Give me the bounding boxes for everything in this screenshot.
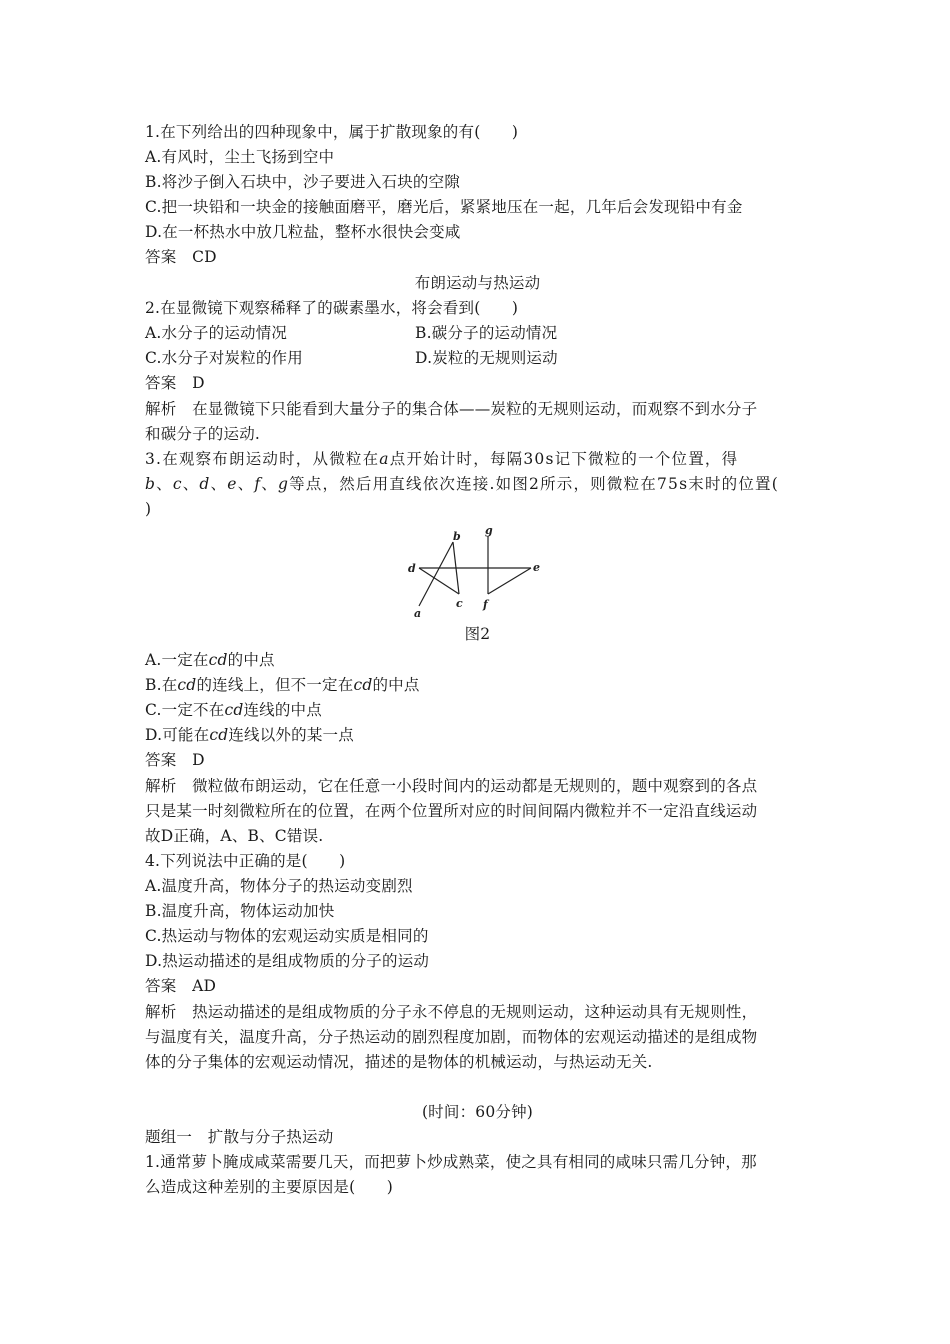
q4-option-b: B.温度升高，物体运动加快 (145, 902, 335, 920)
q1-option-c: C.把一块铅和一块金的接触面磨平，磨光后，紧紧地压在一起，几年后会发现铅中有金 (145, 198, 743, 216)
q3-option-a-text: A.一定在 (145, 651, 209, 669)
q3-sep: 、 (182, 475, 200, 493)
q2-option-a: A.水分子的运动情况 (145, 324, 288, 342)
figure-2-diagram (405, 524, 545, 619)
figure-caption: 图2 (464, 625, 491, 643)
figure-label-f: f (483, 598, 488, 611)
q2-option-c: C.水分子对炭粒的作用 (145, 349, 303, 367)
q4-option-c: C.热运动与物体的宏观运动实质是相同的 (145, 927, 429, 945)
q2-options-row1 (145, 322, 810, 344)
figure-label-a: a (414, 607, 422, 619)
q3-option-c (145, 699, 810, 721)
p1-stem-line2: 么造成这种差别的主要原因是( ) (145, 1178, 393, 1196)
figure-label-c: c (456, 597, 463, 610)
q3-stem-line2 (145, 473, 810, 495)
q1-option-b: B.将沙子倒入石块中，沙子要进入石块的空隙 (145, 173, 461, 191)
q3-point-a: a (379, 450, 390, 468)
q3-point-e: e (227, 475, 238, 493)
q3-sep: 、 (261, 475, 278, 493)
q3-option-a (145, 649, 810, 671)
q2-option-b: B.碳分子的运动情况 (415, 324, 558, 342)
q3-option-c-text: 连线的中点 (243, 701, 322, 719)
q3-option-b-var: cd (353, 676, 373, 694)
q3-option-d-var: cd (209, 726, 229, 744)
q2-option-d: D.炭粒的无规则运动 (415, 349, 558, 367)
q1-option-a: A.有风时，尘土飞扬到空中 (145, 148, 335, 166)
q3-option-b-var: cd (177, 676, 197, 694)
q3-option-c-var: cd (224, 701, 244, 719)
q4-option-d: D.热运动描述的是组成物质的分子的运动 (145, 952, 430, 970)
group-heading: 题组一 扩散与分子热运动 (145, 1128, 334, 1146)
q3-stem-text: 点开始计时，每隔30s记下微粒的一个位置，得 (389, 450, 739, 468)
q3-point-g: g (277, 475, 290, 493)
q3-sep: 、 (156, 475, 173, 493)
q3-point-b: b (145, 475, 157, 493)
q4-analysis-line2: 与温度有关，温度升高，分子热运动的剧烈程度加剧，而物体的宏观运动描述的是组成物 (145, 1028, 758, 1046)
q3-sep: 、 (210, 475, 228, 493)
q1-option-d: D.在一杯热水中放几粒盐，整杯水很快会变咸 (145, 223, 461, 241)
q3-option-c-text: C.一定不在 (145, 701, 225, 719)
q3-point-d: d (199, 475, 211, 493)
q3-answer: 答案 D (145, 751, 205, 769)
q3-point-f: f (254, 475, 262, 493)
q3-point-c: c (172, 475, 183, 493)
q4-analysis-line3: 体的分子集体的宏观运动情况，描述的是物体的机械运动，与热运动无关. (145, 1053, 653, 1071)
q3-stem-line1 (145, 448, 810, 470)
figure-label-e: e (533, 561, 540, 574)
q3-analysis-line3: 故D正确，A、B、C错误. (145, 827, 324, 845)
figure-segment-ef (488, 568, 531, 594)
figure-segment-cd (419, 568, 459, 594)
q3-analysis-line2: 只是某一时刻微粒所在的位置，在两个位置所对应的时间间隔内微粒并不一定沿直线运动 (145, 802, 758, 820)
q2-stem: 2.在显微镜下观察稀释了的碳素墨水，将会看到( ) (145, 299, 519, 317)
q3-option-b-text: 的中点 (372, 676, 420, 694)
q4-analysis-line1: 解析 热运动描述的是组成物质的分子永不停息的无规则运动，这种运动具有无规则性， (145, 1003, 758, 1021)
q3-option-b-text: 的连线上，但不一定在 (196, 676, 354, 694)
q3-option-d (145, 724, 810, 746)
section-heading: 布朗运动与热运动 (414, 274, 541, 292)
q1-stem: 1.在下列给出的四种现象中，属于扩散现象的有( ) (145, 123, 519, 141)
p1-stem-line1: 1.通常萝卜腌成咸菜需要几天，而把萝卜炒成熟菜，使之具有相同的咸味只需几分钟，那 (145, 1153, 757, 1171)
q4-stem: 4.下列说法中正确的是( ) (145, 852, 346, 870)
figure-label-d: d (408, 562, 416, 575)
q3-analysis-line1: 解析 微粒做布朗运动，它在任意一小段时间内的运动都是无规则的，题中观察到的各点 (145, 777, 758, 795)
figure-label-g: g (485, 524, 493, 537)
q2-answer: 答案 D (145, 374, 205, 392)
q3-stem-text: 等点，然后用直线依次连接.如图2所示，则微粒在75s末时的位置( (289, 475, 780, 493)
q3-option-b-text: B.在 (145, 676, 178, 694)
q2-analysis-line2: 和碳分子的运动. (145, 425, 261, 443)
time-note: (时间：60分钟) (421, 1103, 534, 1121)
q2-options-row2 (145, 347, 810, 369)
q3-option-d-text: D.可能在 (145, 726, 210, 744)
q4-answer: 答案 AD (145, 977, 217, 995)
q3-sep: 、 (237, 475, 255, 493)
q3-option-b (145, 674, 810, 696)
q1-answer: 答案 CD (145, 248, 217, 266)
q4-option-a: A.温度升高，物体分子的热运动变剧烈 (145, 877, 413, 895)
q3-option-a-text: 的中点 (227, 651, 275, 669)
figure-segment-ab (419, 542, 453, 606)
q2-analysis-line1: 解析 在显微镜下只能看到大量分子的集合体——炭粒的无规则运动，而观察不到水分子 (145, 400, 758, 418)
q3-option-a-var: cd (208, 651, 228, 669)
q3-stem-text: 3.在观察布朗运动时，从微粒在 (145, 450, 380, 468)
figure-label-b: b (453, 530, 461, 543)
q3-option-d-text: 连线以外的某一点 (228, 726, 354, 744)
q3-stem-line3: ) (145, 500, 152, 518)
